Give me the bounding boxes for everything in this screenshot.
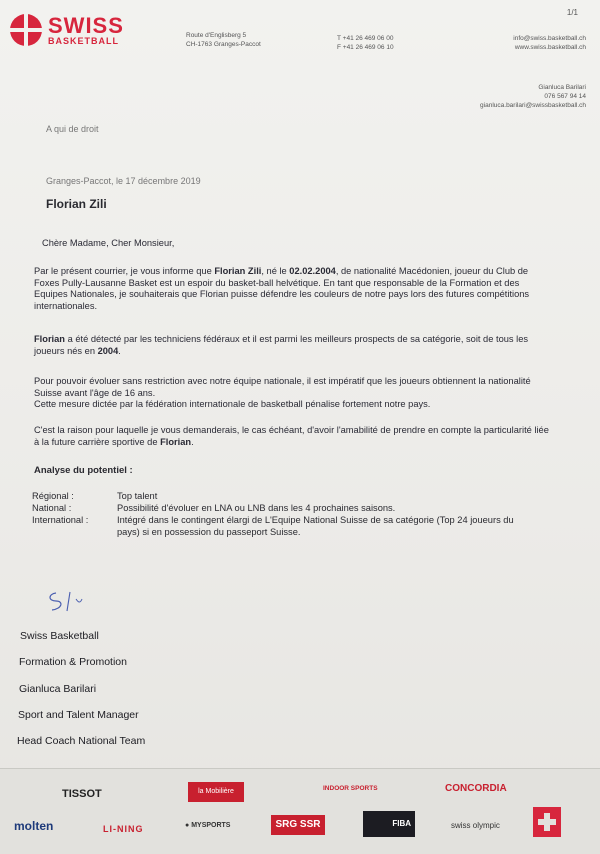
p4-text-a: C'est la raison pour laquelle je vous demanderais, le cas échéant, d'avoir l'amabilité de prendre en compte la particularité liée à la future carrière sportive de xyxy=(34,425,549,447)
analysis-row-national-value: Possibilité d'évoluer en LNA ou LNB dans les 4 prochaines saisons. xyxy=(117,503,396,513)
header-web-contact xyxy=(513,34,586,52)
sponsor-indoor-sports: INDOOR SPORTS xyxy=(323,785,378,792)
paragraph-3 xyxy=(34,376,554,411)
sponsor-fiba: FIBA xyxy=(363,811,415,837)
sponsor-mysports-label: MYSPORTS xyxy=(191,822,231,829)
paragraph-4 xyxy=(34,425,554,448)
signature-role: Sport and Talent Manager xyxy=(18,709,139,721)
contact-phone: 076 567 94 14 xyxy=(544,93,586,100)
p1-text-a: Par le présent courrier, je vous informe que xyxy=(34,266,215,276)
logo-basketball-text: BASKETBALL xyxy=(48,35,119,46)
sponsor-concordia: CONCORDIA xyxy=(445,783,507,794)
analysis-title: Analyse du potentiel : xyxy=(34,465,133,476)
paragraph-2 xyxy=(34,334,554,357)
p2-text-d: . xyxy=(118,345,121,356)
analysis-row-regional-value: Top talent xyxy=(117,491,158,501)
p4-text-c: . xyxy=(191,436,194,447)
sponsor-mysports: ● MYSPORTS xyxy=(185,822,231,829)
p1-name: Florian Zili xyxy=(214,266,262,276)
header-email: info@swiss.basketball.ch xyxy=(513,35,586,42)
sponsor-li-ning: LI-NING xyxy=(103,824,144,834)
sponsor-molten: molten xyxy=(14,819,54,833)
sponsor-band xyxy=(0,768,600,854)
header-phone-fax xyxy=(337,34,394,52)
sponsor-mobiliere: la Mobilière xyxy=(188,782,244,802)
contact-email: gianluca.barilari@swissbasketball.ch xyxy=(480,102,586,109)
contact-name: Gianluca Barilari xyxy=(538,84,586,91)
subject-name: Florian Zili xyxy=(46,197,107,211)
analysis-row-national-label: National : xyxy=(32,503,72,513)
analysis-row-international-label: International : xyxy=(32,515,89,525)
p2-name: Florian xyxy=(34,334,65,344)
page-number: 1/1 xyxy=(566,8,578,17)
p2-year: 2004 xyxy=(97,345,119,356)
analysis-row-international-value: Intégré dans le contingent élargi de L'Equipe National Suisse de sa catégorie (Top 24 joueurs du pays) si en possession du passeport Suisse. xyxy=(117,515,514,537)
header-address xyxy=(186,31,261,49)
handwritten-signature xyxy=(44,588,92,618)
signature-role-2: Head Coach National Team xyxy=(17,735,146,747)
contact-block xyxy=(480,83,586,110)
p1-text-c: , né le xyxy=(261,266,290,276)
basketball-icon xyxy=(10,14,42,46)
p4-name: Florian xyxy=(160,436,192,447)
address-line-1: Route d'Englisberg 5 xyxy=(186,32,247,39)
p3-line-1: Pour pouvoir évoluer sans restriction avec notre équipe nationale, il est impératif que les joueurs obtiennent la nationalité Suisse avant l'âge de 16 ans. xyxy=(34,376,531,398)
swiss-cross-icon xyxy=(533,807,561,837)
sponsor-tissot: TISSOT xyxy=(62,788,102,800)
header-fax: F +41 26 469 06 10 xyxy=(337,44,394,51)
p1-birthdate: 02.02.2004 xyxy=(289,266,336,276)
analysis-row-regional-label: Régional : xyxy=(32,491,74,501)
paragraph-1 xyxy=(34,266,554,312)
place-date: Granges-Paccot, le 17 décembre 2019 xyxy=(46,176,201,186)
header-phone: T +41 26 469 06 00 xyxy=(337,35,394,42)
signature-department: Formation & Promotion xyxy=(19,656,127,668)
p3-line-2: Cette mesure dictée par la fédération internationale de basketball pénalise fortement notre pays. xyxy=(34,399,431,410)
address-line-2: CH-1763 Granges-Paccot xyxy=(186,41,261,48)
p1-text-e: , de nationalité Macédonien, joueur du Club de Foxes Pully-Lausanne Basket est un espoir du basket-ball helvétique. En tant que responsable de la Formation et des Equipes Nationales, je souhaiterais que Florian puisse défendre les couleurs de notre pays lors des futures compétitions internationales. xyxy=(34,266,530,311)
sponsor-swiss-olympic: swiss olympic xyxy=(451,821,500,830)
signature-name: Gianluca Barilari xyxy=(19,683,97,695)
logo-swiss-text: SWISS xyxy=(48,12,124,38)
header-website: www.swiss.basketball.ch xyxy=(514,44,586,51)
recipient: A qui de droit xyxy=(46,124,99,134)
p2-text-b: a été détecté par les techniciens fédéraux et il est parmi les meilleurs prospects de sa catégorie, soit de tous les joueurs nés en xyxy=(34,334,529,356)
sponsor-srg-ssr: SRG SSR xyxy=(271,815,325,835)
swiss-basketball-logo xyxy=(10,14,124,46)
salutation: Chère Madame, Cher Monsieur, xyxy=(42,238,175,248)
signature-org: Swiss Basketball xyxy=(20,630,99,642)
